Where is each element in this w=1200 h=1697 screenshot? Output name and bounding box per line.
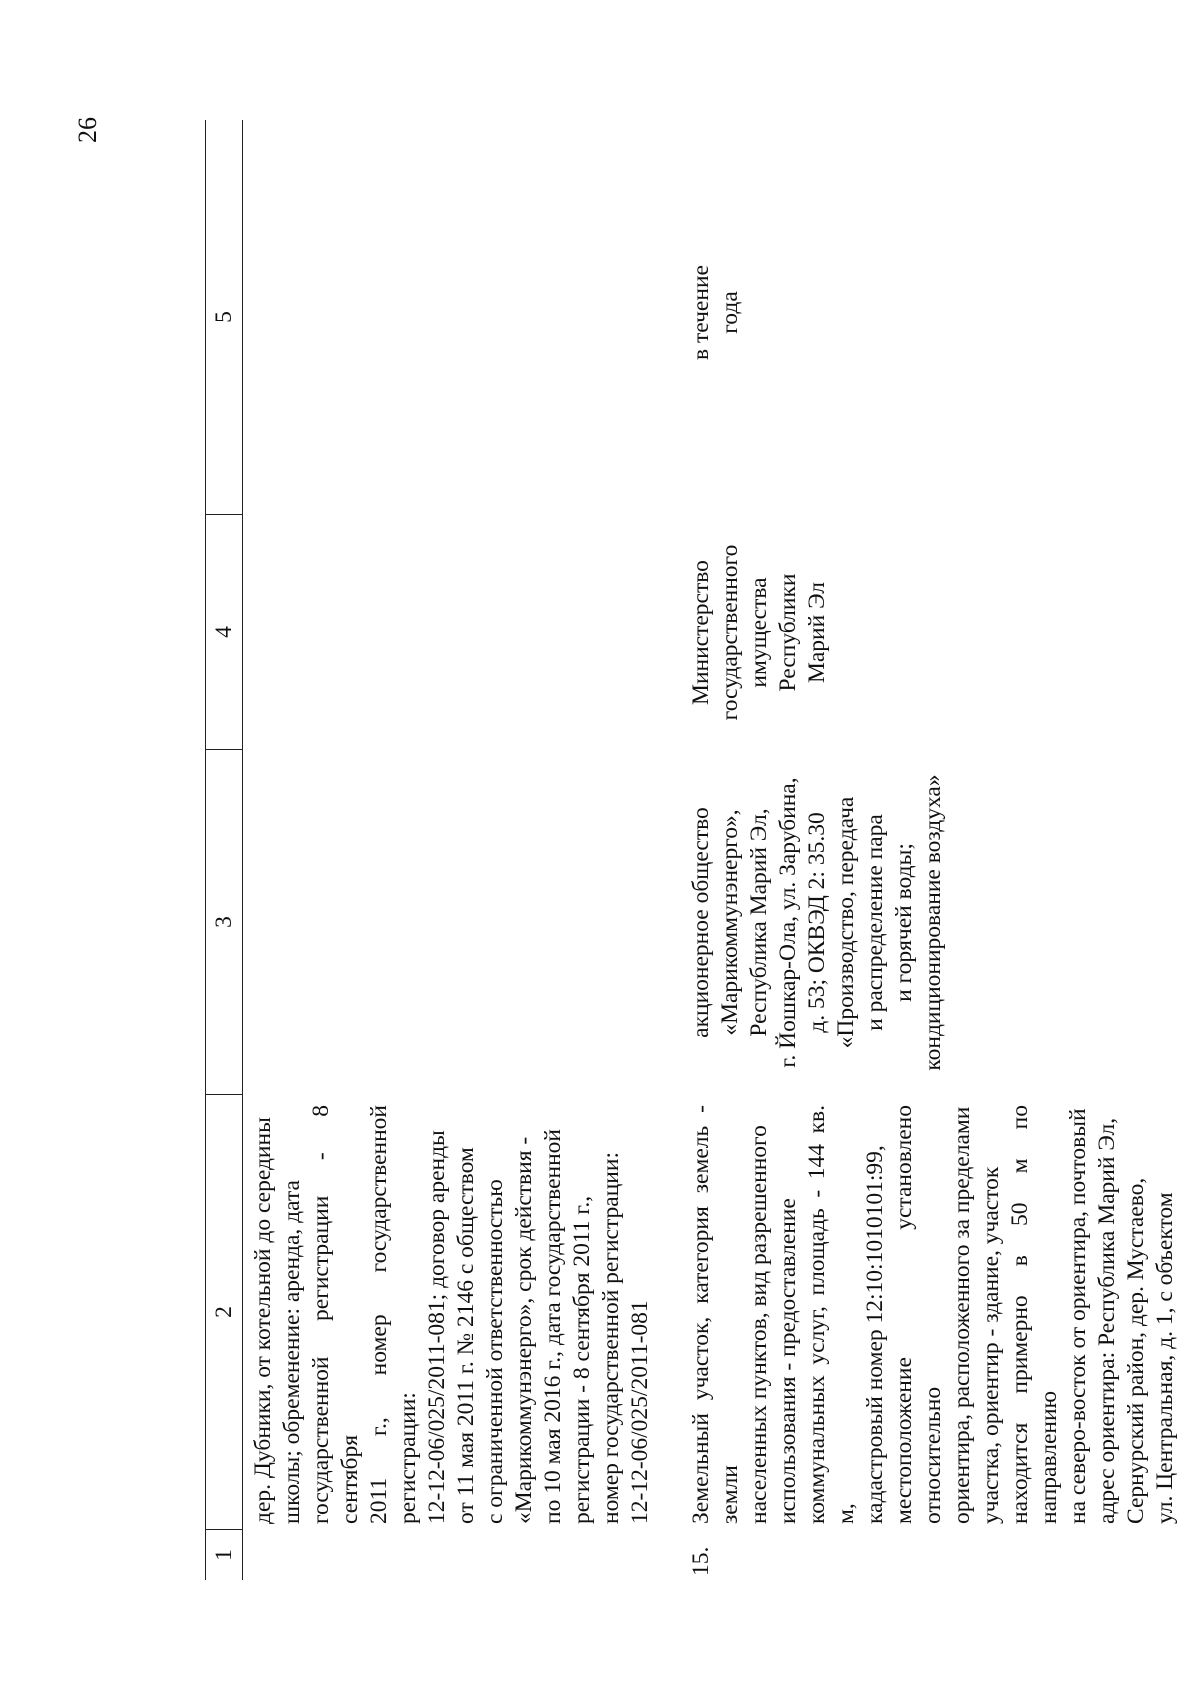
text-line: «Марикоммунэнерго»,: [717, 809, 743, 1036]
text-line: населенных пунктов, вид разрешенного: [746, 1125, 772, 1524]
responsible-department: [681, 515, 1180, 750]
text-line: Сернурский район, дер. Мустаево,: [1123, 1177, 1149, 1524]
table-row-15: [681, 120, 1180, 1580]
page-number: 26: [73, 117, 102, 143]
text-line: от 11 мая 2011 г. № 2146 с обществом: [453, 1147, 479, 1524]
text-line: и распределение пара: [862, 814, 888, 1031]
text-line: находится примерно в 50 м по направлению: [1007, 1105, 1062, 1524]
text-line: по 10 мая 2016 г., дата государственной: [540, 1128, 566, 1524]
column-header-2: 2: [206, 1095, 242, 1530]
text-line: номер государственной регистрации:: [598, 1152, 624, 1524]
row-gap: [655, 120, 681, 1580]
cell-empty: [243, 120, 655, 515]
continuation-description: [243, 1095, 655, 1530]
text-line: 12-12-06/025/2011-081: [627, 1300, 653, 1524]
organization-info: [681, 750, 1180, 1095]
land-plot-description: [681, 1095, 1180, 1530]
rotated-table-page: [205, 120, 1178, 1580]
text-line: Земельный участок, категория земель - земли: [688, 1105, 743, 1524]
column-header-4: 4: [206, 515, 242, 750]
text-line: г. Йошкар-Ола, ул. Зарубина,: [775, 777, 801, 1068]
column-header-3: 3: [206, 750, 242, 1095]
text-line: государственной регистрации - 8 сентября: [308, 1105, 363, 1524]
execution-term: [681, 120, 1180, 515]
text-line: регистрации - 8 сентября 2011 г.,: [569, 1195, 595, 1524]
text-line: кондиционирование воздуха»: [920, 774, 946, 1071]
text-line: ориентира, расположенного за пределами: [949, 1106, 975, 1524]
text-line: 2011 г., номер государственной регистрации:: [366, 1105, 421, 1524]
table-header: [205, 120, 243, 1580]
text-line: участка, ориентир - здание, участок: [978, 1166, 1004, 1524]
text-line: школы; обременение: аренда, дата: [279, 1180, 305, 1524]
cell-empty: [243, 750, 655, 1095]
text-line: Республика Марий Эл,: [746, 808, 772, 1037]
text-line: местоположение установлено относительно: [891, 1105, 946, 1524]
text-line: кадастровый номер 12:10:1010101:99,: [862, 1145, 888, 1524]
text-line: 12-12-06/025/2011-081; договор аренды: [424, 1130, 450, 1524]
text-line: на северо-восток от ориентира, почтовый: [1065, 1108, 1091, 1524]
text-line: Марий Эл: [804, 581, 830, 684]
text-line: государственного: [717, 544, 743, 721]
text-line: с ограниченной ответственностью: [482, 1179, 508, 1524]
text-line: использования - предоставление: [775, 1198, 801, 1524]
text-line: ул. Центральная, д. 1, с объектом: [1152, 1192, 1178, 1524]
column-header-5: 5: [206, 120, 242, 515]
text-line: акционерное общество: [688, 807, 714, 1038]
text-line: и горячей воды;: [891, 843, 917, 1002]
table-row-continuation: [243, 120, 655, 1580]
column-header-1: 1: [211, 1549, 237, 1561]
text-line: Министерство: [688, 560, 714, 705]
cell-empty: [243, 515, 655, 750]
text-line: имущества: [746, 577, 772, 688]
text-line: «Марикоммунэнерго», срок действия -: [511, 1136, 537, 1524]
text-line: дер. Дубники, от котельной до середины: [250, 1117, 276, 1524]
row-number-empty: [243, 1530, 655, 1580]
text-line: в течение: [688, 265, 714, 360]
text-line: года: [717, 291, 743, 334]
row-number: 15.: [688, 1546, 714, 1576]
text-line: адрес ориентира: Республика Марий Эл,: [1094, 1117, 1120, 1524]
text-line: коммунальных услуг, площадь - 144 кв. м,: [804, 1105, 859, 1524]
text-line: Республики: [775, 573, 801, 692]
text-line: д. 53; ОКВЭД 2: 35.30: [804, 812, 830, 1033]
text-line: «Производство, передача: [833, 796, 859, 1049]
